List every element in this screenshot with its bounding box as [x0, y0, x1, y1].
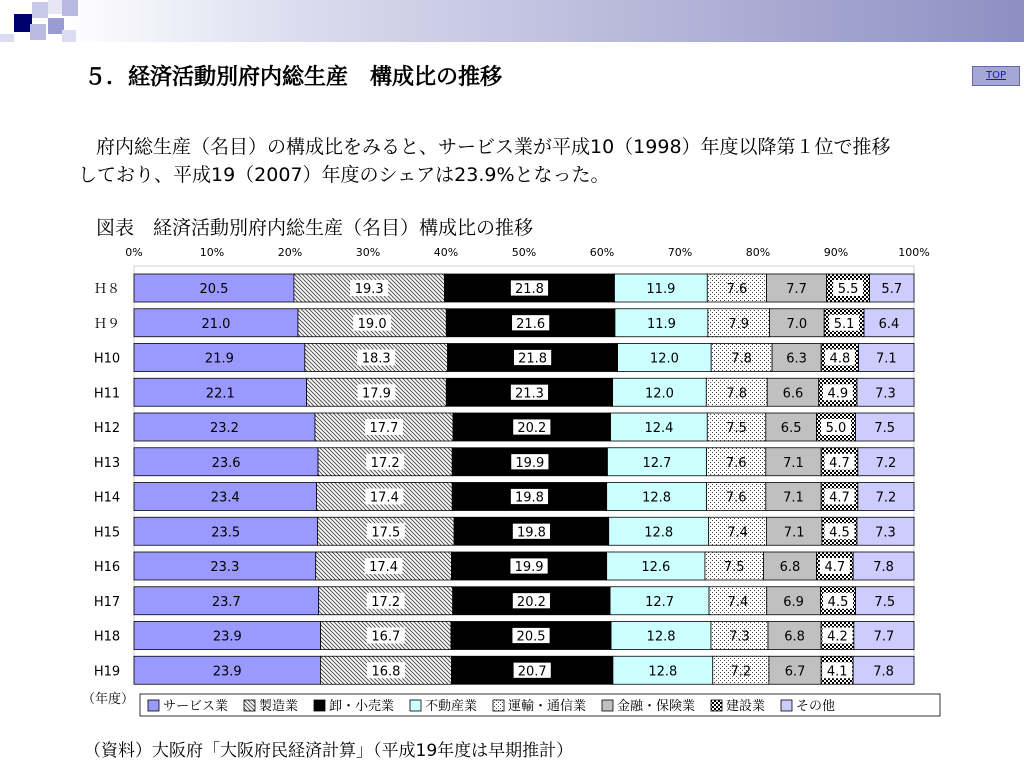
x-tick-label: 40%: [433, 246, 459, 259]
legend-label: 運輸・通信業: [508, 699, 587, 714]
legend-swatch: [781, 700, 792, 711]
data-label: 7.4: [727, 594, 749, 610]
data-label: 20.5: [199, 282, 229, 297]
data-label: 17.4: [369, 490, 399, 506]
data-label: 7.3: [729, 629, 750, 645]
data-label: 7.5: [723, 560, 745, 575]
data-label: 23.4: [210, 490, 240, 506]
data-label: 7.2: [875, 490, 897, 506]
legend-label: 金融・保険業: [617, 699, 696, 714]
x-tick-label: 30%: [355, 246, 381, 259]
data-label: 6.9: [783, 594, 804, 610]
data-label: 7.1: [783, 455, 804, 471]
data-label: 23.6: [211, 455, 241, 471]
category-label: H15: [93, 525, 121, 541]
data-label: 12.6: [641, 560, 671, 575]
data-label: 23.3: [210, 560, 240, 575]
legend-label: 卸・小売業: [329, 699, 395, 714]
data-label: 7.2: [875, 455, 897, 471]
figure-caption: 図表 経済活動別府内総生産（名目）構成比の推移: [96, 217, 534, 239]
data-label: 7.8: [731, 351, 752, 367]
data-label: 6.3: [786, 351, 807, 367]
data-label: 7.3: [875, 525, 896, 541]
x-tick-label: 90%: [823, 246, 849, 259]
x-tick-label: 20%: [277, 246, 303, 259]
category-label: H12: [93, 421, 121, 436]
data-label: 23.2: [210, 421, 239, 436]
data-label: 17.2: [371, 594, 401, 610]
data-label: 11.9: [646, 282, 676, 297]
category-label: Ｈ８: [93, 282, 121, 297]
category-axis-label: （年度）: [81, 692, 135, 707]
data-label: 7.3: [875, 386, 896, 402]
data-label: 6.5: [780, 421, 802, 436]
data-label: 7.1: [783, 525, 805, 541]
category-label: H13: [93, 455, 121, 471]
data-label: 23.9: [212, 664, 242, 680]
data-label: 17.2: [370, 455, 400, 471]
data-label: 17.4: [369, 560, 399, 575]
data-label: 12.0: [649, 351, 679, 367]
data-label: 5.0: [825, 421, 847, 436]
data-label: 7.8: [873, 664, 894, 680]
data-label: 19.3: [354, 282, 384, 297]
category-label: H16: [93, 560, 121, 575]
legend-label: 不動産業: [425, 699, 478, 714]
top-link-button[interactable]: TOP: [972, 66, 1020, 86]
data-label: 7.5: [874, 594, 896, 610]
source-note: （資料）大阪府「大阪府民経済計算」（平成19年度は早期推計）: [84, 741, 574, 761]
x-tick-label: 0%: [125, 246, 143, 259]
data-label: 7.8: [873, 560, 894, 575]
data-label: 23.7: [211, 594, 241, 610]
legend-label: 製造業: [259, 699, 299, 714]
data-label: 20.5: [516, 629, 546, 645]
data-label: 7.8: [726, 386, 748, 402]
category-label: Ｈ９: [93, 316, 121, 332]
category-label: H11: [93, 386, 121, 402]
data-label: 7.0: [786, 316, 808, 332]
data-label: 12.8: [648, 664, 678, 680]
data-label: 7.4: [727, 525, 748, 541]
data-label: 17.9: [361, 386, 391, 402]
legend-swatch: [244, 700, 255, 711]
data-label: 4.5: [829, 525, 850, 541]
data-label: 7.6: [725, 490, 747, 506]
data-label: 7.7: [786, 282, 807, 297]
data-label: 19.8: [516, 525, 546, 541]
data-label: 7.9: [728, 316, 750, 332]
data-label: 20.2: [516, 594, 546, 610]
data-label: 7.5: [726, 421, 747, 436]
legend-swatch: [148, 700, 159, 711]
category-label: H17: [93, 594, 121, 610]
data-label: 12.8: [646, 629, 676, 645]
x-tick-label: 50%: [511, 246, 537, 259]
data-label: 5.5: [837, 282, 859, 297]
x-tick-label: 60%: [589, 246, 615, 259]
data-label: 19.8: [514, 490, 544, 506]
data-label: 6.4: [878, 316, 900, 332]
data-label: 21.6: [516, 316, 546, 332]
summary-line-1: 府内総生産（名目）の構成比をみると、サービス業が平成10（1998）年度以降第１位で推移: [96, 136, 891, 158]
data-label: 5.7: [881, 282, 903, 297]
data-label: 4.5: [827, 594, 849, 610]
data-label: 12.8: [644, 525, 674, 541]
data-label: 19.0: [357, 316, 387, 332]
legend-swatch: [602, 700, 613, 711]
data-label: 22.1: [205, 386, 235, 402]
data-label: 7.6: [725, 455, 747, 471]
category-label: H10: [93, 351, 121, 367]
data-label: 12.0: [644, 386, 674, 402]
data-label: 19.9: [514, 560, 544, 575]
data-label: 12.7: [642, 455, 672, 471]
data-label: 4.9: [827, 386, 849, 402]
data-label: 6.7: [784, 664, 806, 680]
data-label: 16.7: [371, 629, 401, 645]
data-label: 23.9: [212, 629, 242, 645]
data-label: 4.1: [826, 664, 848, 680]
data-label: 6.8: [784, 629, 805, 645]
data-label: 21.8: [518, 351, 548, 367]
data-label: 17.7: [369, 421, 399, 436]
legend-label: サービス業: [163, 699, 229, 714]
x-tick-label: 100%: [898, 246, 930, 259]
data-label: 7.5: [874, 421, 896, 436]
data-label: 16.8: [371, 664, 401, 680]
legend-label: その他: [796, 699, 836, 714]
data-label: 5.1: [833, 316, 855, 332]
data-label: 18.3: [361, 351, 391, 367]
data-label: 20.2: [517, 421, 547, 436]
data-label: 4.7: [829, 455, 850, 471]
data-label: 21.8: [514, 282, 544, 297]
data-label: 6.8: [779, 560, 801, 575]
data-label: 23.5: [211, 525, 241, 541]
data-label: 7.1: [783, 490, 804, 506]
data-label: 4.8: [829, 351, 851, 367]
category-label: H19: [93, 664, 121, 680]
data-label: 11.9: [646, 316, 676, 332]
data-label: 4.7: [829, 490, 850, 506]
category-label: H18: [93, 629, 121, 645]
data-label: 17.5: [371, 525, 401, 541]
legend-swatch: [711, 700, 722, 711]
data-label: 12.8: [642, 490, 672, 506]
legend-swatch: [493, 700, 504, 711]
data-label: 21.9: [204, 351, 234, 367]
legend-swatch: [314, 700, 325, 711]
data-label: 7.6: [726, 282, 748, 297]
legend-label: 建設業: [726, 699, 766, 714]
summary-line-2: しており、平成19（2007）年度のシェアは23.9%となった。: [78, 164, 610, 186]
category-label: H14: [93, 490, 121, 506]
x-tick-label: 80%: [745, 246, 771, 259]
data-label: 4.7: [824, 560, 846, 575]
data-label: 7.2: [730, 664, 752, 680]
x-tick-label: 10%: [199, 246, 225, 259]
legend-swatch: [410, 700, 421, 711]
data-label: 6.6: [782, 386, 804, 402]
data-label: 12.4: [644, 421, 674, 436]
data-label: 12.7: [645, 594, 675, 610]
data-label: 4.2: [827, 629, 848, 645]
data-label: 20.7: [517, 664, 547, 680]
slide-title: ５．経済活動別府内総生産 構成比の推移: [84, 65, 503, 90]
data-label: 7.7: [873, 629, 895, 645]
data-label: 7.1: [875, 351, 897, 367]
data-label: 19.9: [515, 455, 545, 471]
data-label: 21.3: [514, 386, 544, 402]
data-label: 21.0: [201, 316, 231, 332]
x-tick-label: 70%: [667, 246, 693, 259]
